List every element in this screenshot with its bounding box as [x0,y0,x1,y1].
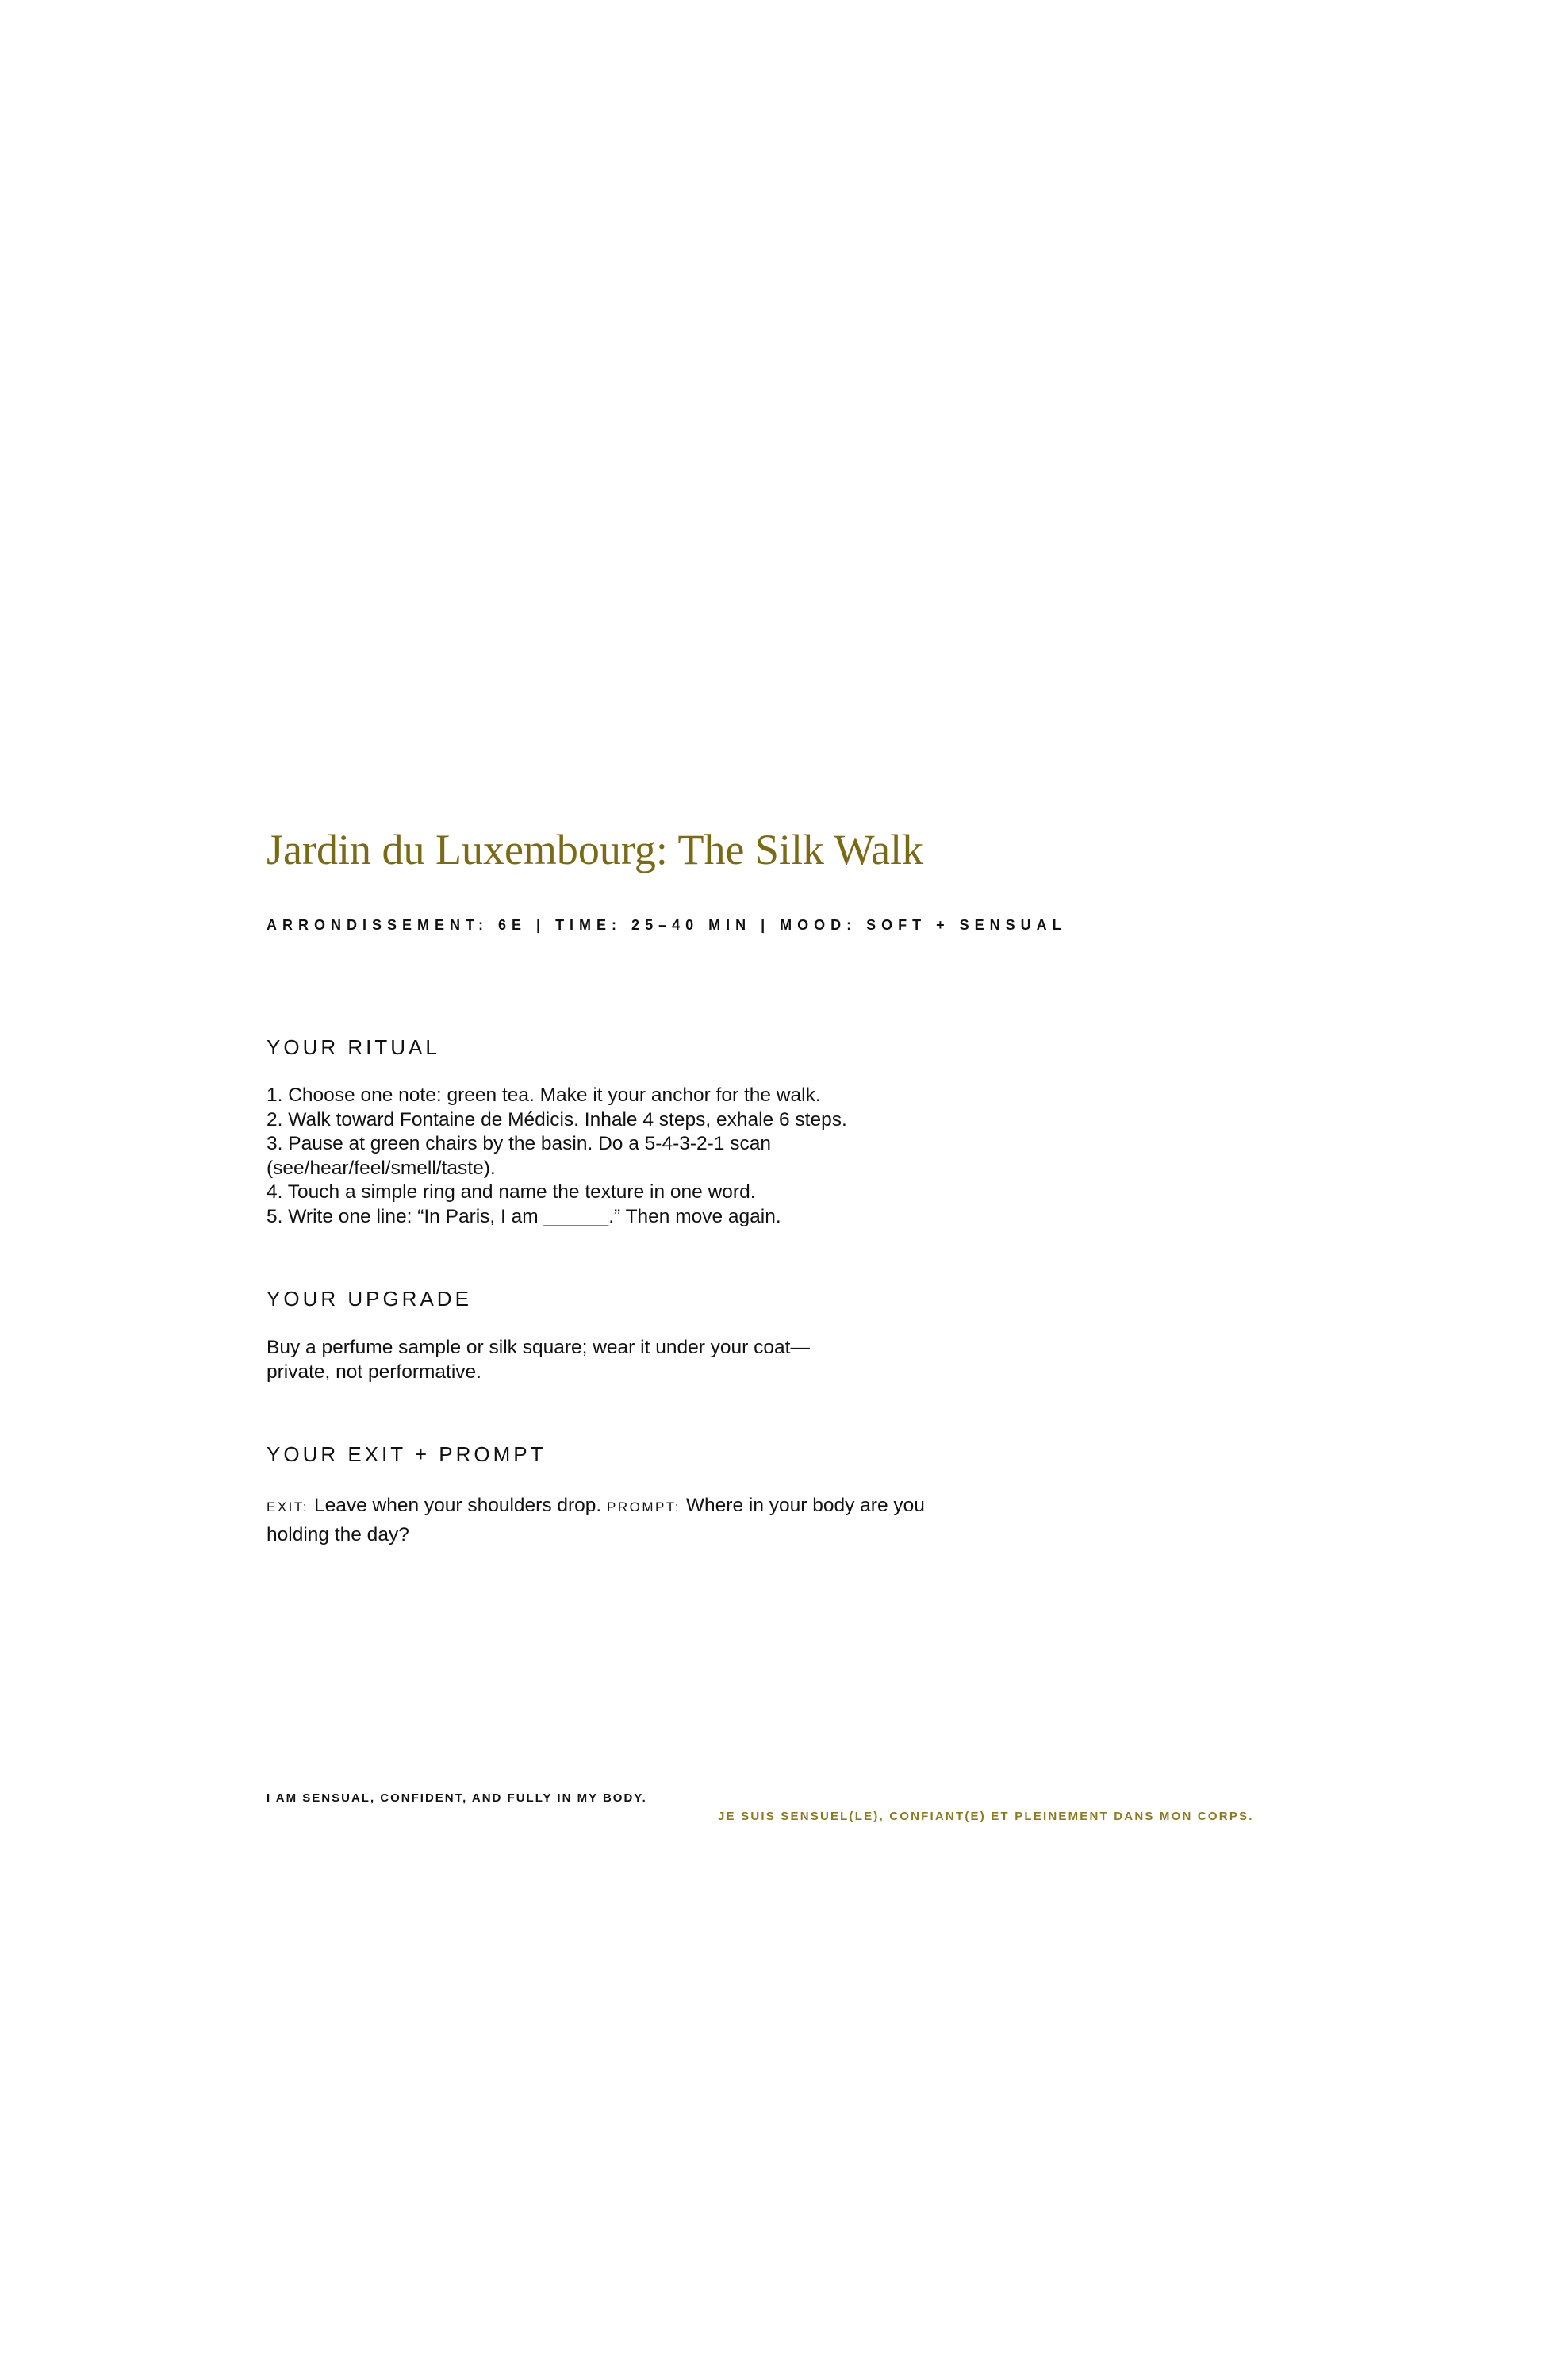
prompt-label: PROMPT: [607,1499,681,1514]
ritual-step: 1. Choose one note: green tea. Make it your anchor for the walk. [267,1084,821,1106]
upgrade-text: Buy a perfume sample or silk square; wear it under your coat—private, not performative. [267,1337,810,1383]
affirmation-english: I AM SENSUAL, CONFIDENT, AND FULLY IN MY BODY. [267,1791,647,1805]
page-title: Jardin du Luxembourg: The Silk Walk [267,826,924,873]
prompt-text: Where in your body are you holding the day? [267,1495,925,1545]
ritual-step: 4. Touch a simple ring and name the texture in one word. [267,1181,756,1203]
ritual-step: 5. Write one line: “In Paris, I am ______.” Then move again. [267,1205,781,1227]
exit-heading: YOUR EXIT + PROMPT [267,1442,547,1466]
ritual-steps [267,1084,917,1229]
exit-label: EXIT: [267,1499,309,1514]
upgrade-heading: YOUR UPGRADE [267,1287,472,1311]
affirmation-french: JE SUIS SENSUEL(LE), CONFIANT(E) ET PLEINEMENT DANS MON CORPS. [718,1810,1254,1823]
ritual-step: 2. Walk toward Fontaine de Médicis. Inhale 4 steps, exhale 6 steps. [267,1108,847,1130]
exit-text: Leave when your shoulders drop. [313,1495,602,1516]
page-meta: ARRONDISSEMENT: 6E | TIME: 25–40 MIN | MOOD: SOFT + SENSUAL [267,917,1067,933]
ritual-step: 3. Pause at green chairs by the basin. Do a 5-4-3-2-1 scan (see/hear/feel/smell/taste). [267,1133,771,1179]
ritual-heading: YOUR RITUAL [267,1035,440,1059]
exit-prompt-paragraph [267,1491,925,1549]
